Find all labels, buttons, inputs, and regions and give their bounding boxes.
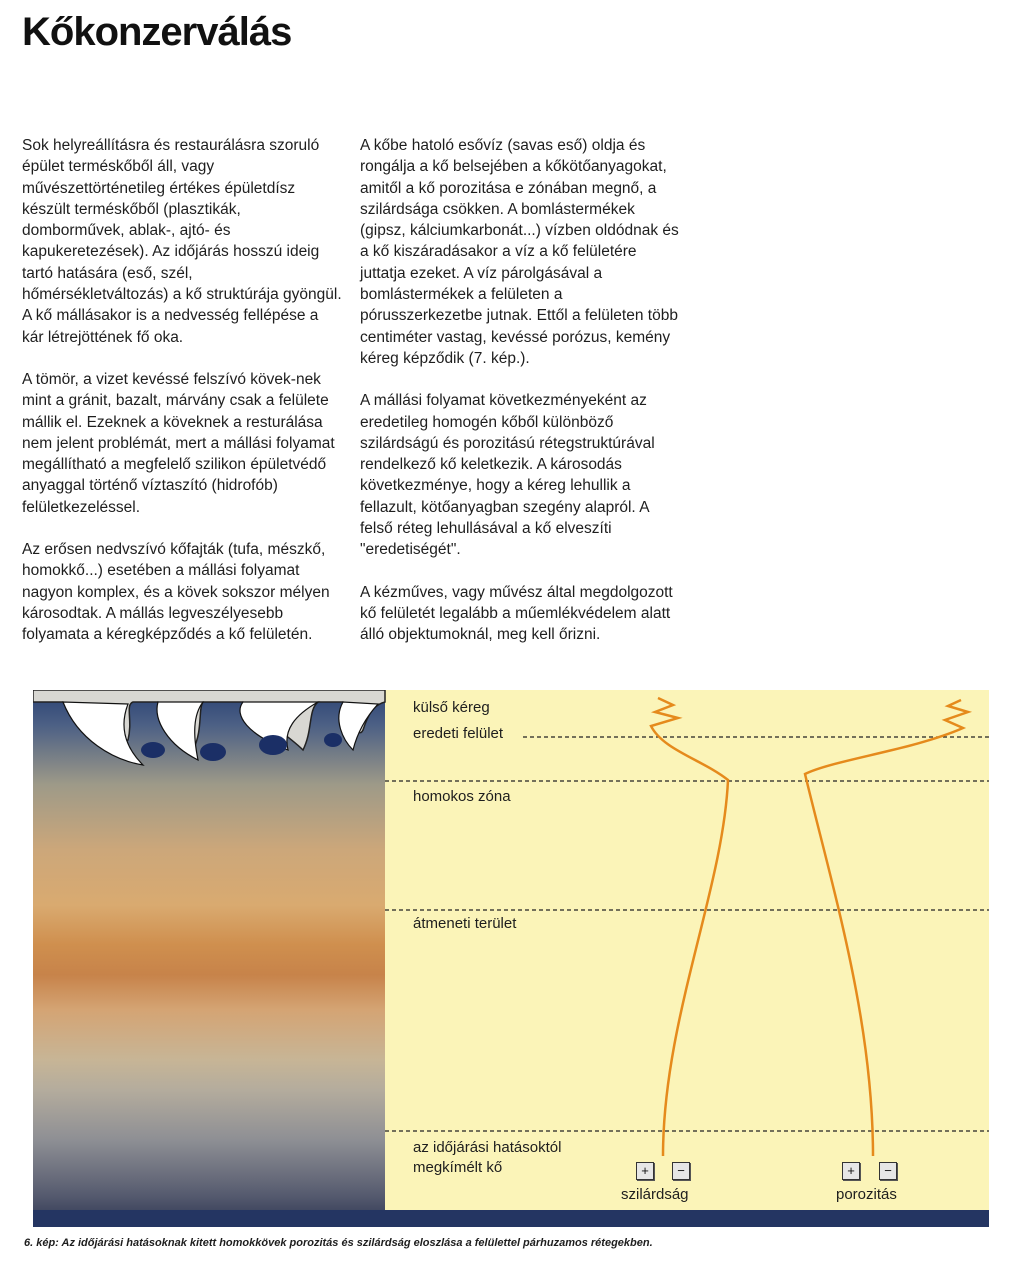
label-transition: átmeneti terület (413, 915, 517, 932)
water-drop (259, 735, 287, 755)
water-drop (324, 733, 342, 747)
strength-minus-icon: − (672, 1162, 690, 1180)
water-drop (200, 743, 226, 761)
crust-cavity (339, 702, 378, 750)
porosity-minus-icon: − (879, 1162, 897, 1180)
label-outer-crust: külső kéreg (413, 699, 490, 716)
stone-weathering-figure (33, 690, 989, 1227)
strength-plus-icon: + (636, 1162, 654, 1180)
label-original-surface: eredeti felület (413, 725, 504, 742)
text-column-left (22, 135, 342, 667)
porosity-curve (805, 700, 968, 1156)
paragraph: A kézműves, vagy művész által megdolgozott kő felületét legalább a műemlékvédelem alatt álló objektumoknál, meg kell őrizni. (360, 583, 673, 644)
strength-label: szilárdság (621, 1186, 689, 1203)
strength-curve (651, 698, 728, 1156)
page-title: Kőkonzerválás (22, 10, 292, 54)
paragraph: Az erősen nedvszívó kőfajták (tufa, mészkő, homokkő...) esetében a mállási folyamat nagyon komplex, és a kövek sokszor mélyen károsodtak. A mállás legveszélyesebb folyamata a kéregképződés a kő felületén. (22, 541, 330, 644)
paragraph: A tömör, a vizet kevéssé felszívó kövek-nek mint a gránit, bazalt, márvány csak a felülete mállik el. Ezeknek a köveknek a resturálása nem jelent problémát, mert a mállási folyamat megállítható a megfelelő szilikon épületvédő anyaggal történő víztaszító (hidrofób) felületkezeléssel. (22, 370, 335, 516)
paragraph: Sok helyreállításra és restaurálásra szoruló épület terméskőből áll, vagy művészettörténetileg értékes épületdísz készült terméskőből (plasztikák, domborművek, ablak-, ajtó- és kapukeretezések). Az időjárás hosszú ideig tartó hatására (eső, szél, hőmérsékletváltozás) a kő struktúrája gyöngül. A kő mállásakor is a nedvesség fellépése a kár létrejöttének fő oka. (22, 137, 342, 346)
label-unaffected-line1: az időjárási hatásoktól (413, 1139, 562, 1156)
water-drop (141, 742, 165, 758)
paragraph: A mállási folyamat következményeként az eredetileg homogén kőből különböző szilárdságú és porozitású rétegstruktúrával rendelkező kő keletkezik. A károsodás következménye, hogy a kéreg lehullik a fellazult, kötőanyagban szegény alapról. A felső réteg lehullásával a kő elveszíti "eredetiségét". (360, 392, 655, 559)
label-unaffected-line2: megkímélt kő (413, 1159, 503, 1176)
porosity-plus-icon: + (842, 1162, 860, 1180)
label-sandy-zone: homokos zóna (413, 788, 511, 805)
crust-cavity (63, 702, 143, 765)
paragraph: A kőbe hatoló esővíz (savas eső) oldja és rongálja a kő belsejében a kőkötőanyagokat, amitől a kő porozitása e zónában megnő, a szilárdsága csökken. A bomlástermékek (gipsz, kálciumkarbonát...) vízben oldódnak és a kő kiszáradásakor a víz a kő felületére juttatja ezeket. A víz párolgásával a bomlástermékek a felületen a pórusszerkezetbe jutnak. Ettől a felületen több centiméter vastag, kevéssé porózus, kemény kéreg képződik (7. kép.). (360, 137, 679, 367)
porosity-label: porozitás (836, 1186, 897, 1203)
figure-caption: 6. kép: Az időjárási hatásoknak kitett homokkövek porozitás és szilárdság eloszlása a felülettel párhuzamos rétegekben. (24, 1237, 653, 1249)
text-column-right (360, 135, 680, 667)
